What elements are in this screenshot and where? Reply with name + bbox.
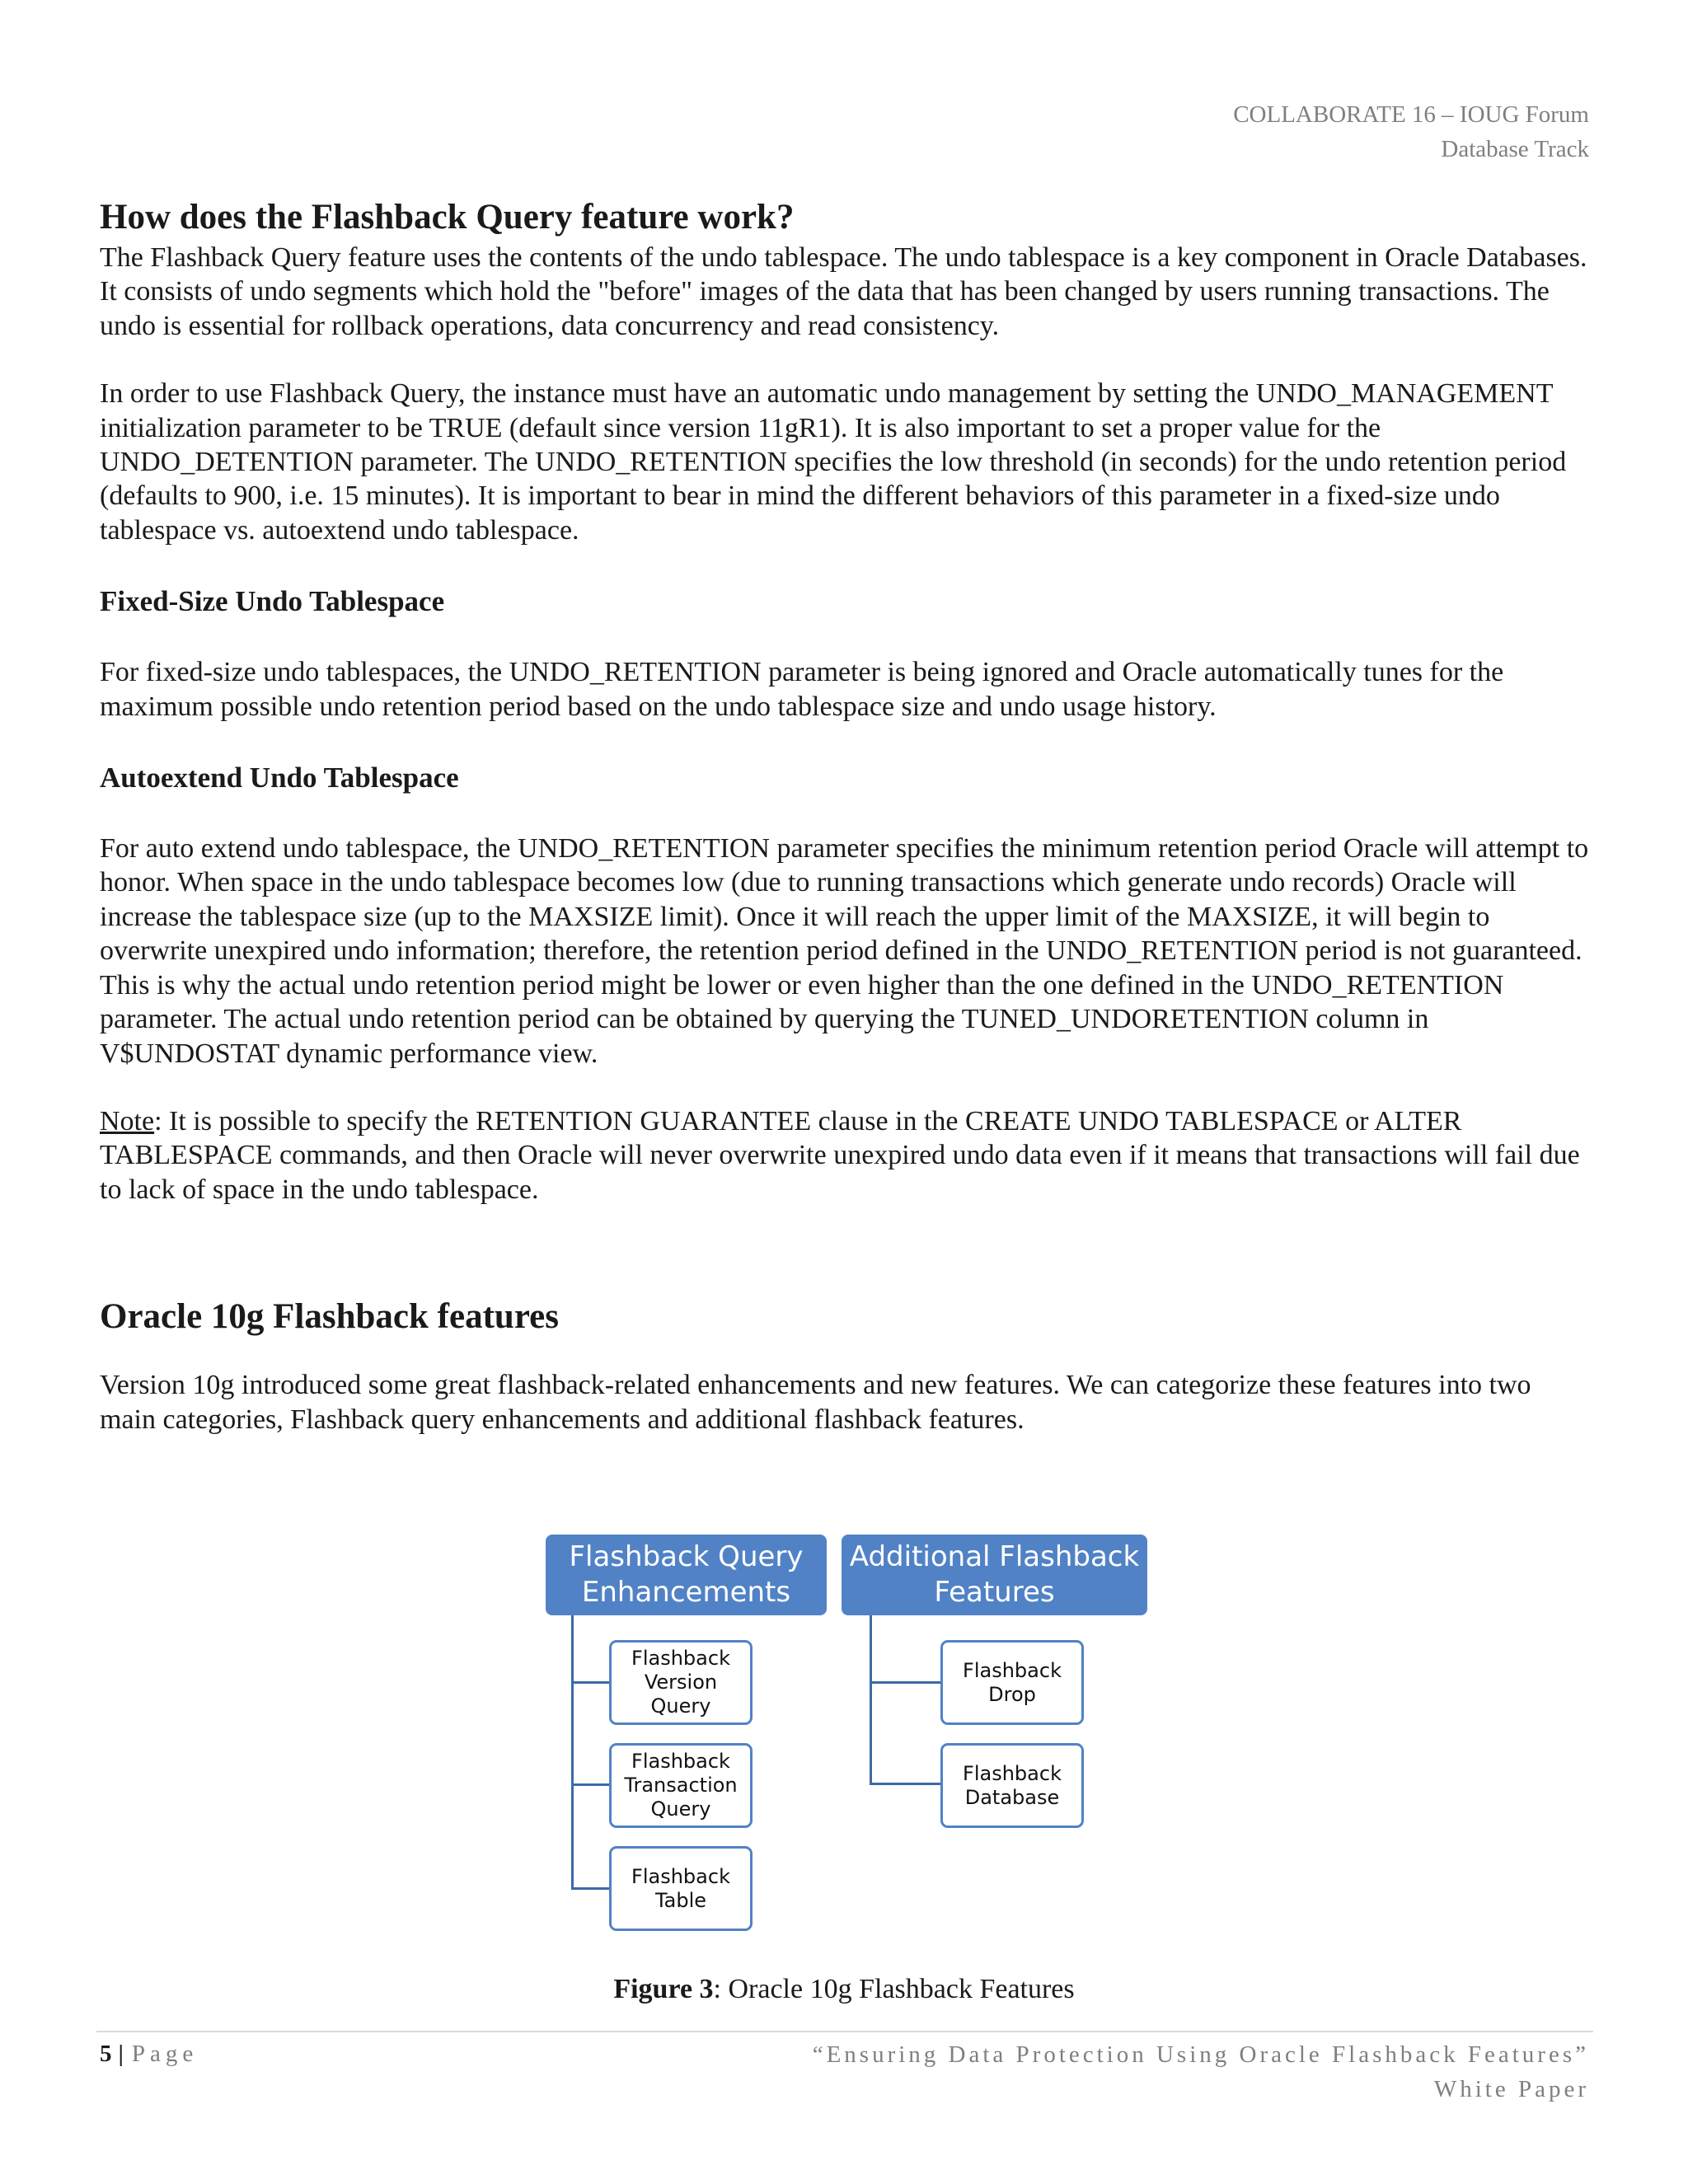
figure-caption [0, 1971, 1688, 2008]
paragraph-10g-intro: Version 10g introduced some great flashback-related enhancements and new features. We can categorize these features into two main categories, Flashback query enhancements and additional flashback features. [100, 1370, 1531, 1435]
section-title-10g-features: Oracle 10g Flashback features [100, 1297, 559, 1337]
paragraph-undo-intro: The Flashback Query feature uses the contents of the undo tablespace. The undo tablespace is a key component in Oracle Databases. It consists of undo segments which hold the "before" images of the data that has been changed by users running transactions. The undo is essential for rollback operations, data concurrency and read consistency. [100, 242, 1587, 341]
footer-divider [96, 2031, 1593, 2032]
footer-title: “Ensuring Data Protection Using Oracle Flashback Features” [812, 2041, 1589, 2068]
diagram-connector-left-3 [571, 1887, 611, 1890]
diagram-connector-right-2 [870, 1783, 942, 1785]
diagram-box-transaction-query [609, 1743, 753, 1828]
diagram-box-flashback-table-line2: Table [654, 1888, 707, 1912]
document-body [100, 194, 1592, 1436]
diagram-head-additional-features [842, 1535, 1147, 1615]
running-header [1233, 97, 1589, 166]
diagram-head-query-enhancements [546, 1535, 827, 1615]
header-track: Database Track [1441, 136, 1589, 162]
diagram-connector-right-1 [870, 1681, 942, 1684]
note-text: : It is possible to specify the RETENTION GUARANTEE clause in the CREATE UNDO TABLESPACE or ALTER TABLESPACE commands, and then Oracle will never overwrite unexpired undo data even if it means that transactions will fail due to lack of space in the undo tablespace. [100, 1105, 1580, 1205]
diagram-box-flashback-drop-line2: Drop [988, 1682, 1036, 1706]
paragraph-autoextend: For auto extend undo tablespace, the UNDO_RETENTION parameter specifies the minimum retention period Oracle will attempt to honor. When space in the undo tablespace becomes low (due to running transactions which generate undo records) Oracle will increase the tablespace size (up to the MAXSIZE limit). Once it will reach the upper limit of the MAXSIZE, it will begin to overwrite unexpired undo information; therefore, the retention period defined in the UNDO_RETENTION period is not guaranteed. This is why the actual undo retention period might be lower or even higher than the one defined in the UNDO_RETENTION parameter. The actual undo retention period can be obtained by querying the TUNED_UNDORETENTION column in V$UNDOSTAT dynamic performance view. [100, 833, 1589, 1069]
diagram-box-transaction-query-line3: Query [650, 1797, 711, 1821]
diagram-box-transaction-query-line1: Flashback [631, 1750, 730, 1773]
diagram-box-flashback-drop [940, 1640, 1084, 1725]
diagram-box-flashback-table-line1: Flashback [631, 1864, 730, 1888]
diagram-box-version-query-line2: Version [644, 1671, 718, 1694]
paragraph-note [100, 1104, 1592, 1207]
diagram-head-left-line2: Enhancements [581, 1576, 791, 1609]
section-title-flashback-query: How does the Flashback Query feature work? [100, 198, 795, 237]
diagram-connector-left-trunk [571, 1615, 574, 1890]
diagram-box-version-query-line1: Flashback [631, 1647, 730, 1670]
diagram-box-flashback-drop-line1: Flashback [963, 1658, 1062, 1682]
diagram-box-flashback-database-line1: Flashback [963, 1761, 1062, 1785]
note-label: Note [100, 1105, 155, 1137]
page-separator: | [118, 2041, 124, 2067]
diagram-connector-right-trunk [870, 1615, 872, 1785]
diagram-box-flashback-database [940, 1743, 1084, 1828]
footer-document-title [813, 2037, 1589, 2107]
page-number: 5 [100, 2041, 112, 2067]
subsection-title-autoextend: Autoextend Undo Tablespace [100, 762, 459, 794]
diagram-box-flashback-database-line2: Database [964, 1785, 1060, 1809]
page-word: Page [131, 2041, 199, 2067]
paragraph-fixed-size: For fixed-size undo tablespaces, the UNDO_RETENTION parameter is being ignored and Oracle automatically tunes for the maximum possible undo retention period based on the undo tablespace size and undo usage history. [100, 657, 1504, 722]
diagram-head-right-line1: Additional Flashback [849, 1540, 1140, 1573]
diagram-head-right-line2: Features [934, 1576, 1055, 1609]
subsection-title-fixed-size: Fixed-Size Undo Tablespace [100, 585, 445, 618]
diagram-connector-left-1 [571, 1681, 611, 1684]
footer-page-number [100, 2041, 198, 2068]
diagram-head-left-line1: Flashback Query [569, 1540, 804, 1573]
diagram-box-version-query-line3: Query [650, 1694, 711, 1718]
header-conference: COLLABORATE 16 – IOUG Forum [1233, 101, 1589, 128]
diagram-box-transaction-query-line2: Transaction [624, 1774, 738, 1797]
diagram-box-version-query [609, 1640, 753, 1725]
figure-caption-label: Figure 3 [613, 1974, 714, 2004]
diagram-connector-left-2 [571, 1783, 611, 1786]
footer-subtitle: White Paper [1433, 2076, 1589, 2102]
diagram-box-flashback-table [609, 1846, 753, 1931]
paragraph-undo-management: In order to use Flashback Query, the instance must have an automatic undo management by setting the UNDO_MANAGEMENT initialization parameter to be TRUE (default since version 11gR1). It is also important to set a proper value for the UNDO_DETENTION parameter. The UNDO_RETENTION specifies the low threshold (in seconds) for the undo retention period (defaults to 900, i.e. 15 minutes). It is important to bear in mind the different behaviors of this parameter in a fixed-size undo tablespace vs. autoextend undo tablespace. [100, 378, 1567, 546]
figure-caption-text: : Oracle 10g Flashback Features [713, 1974, 1075, 2004]
